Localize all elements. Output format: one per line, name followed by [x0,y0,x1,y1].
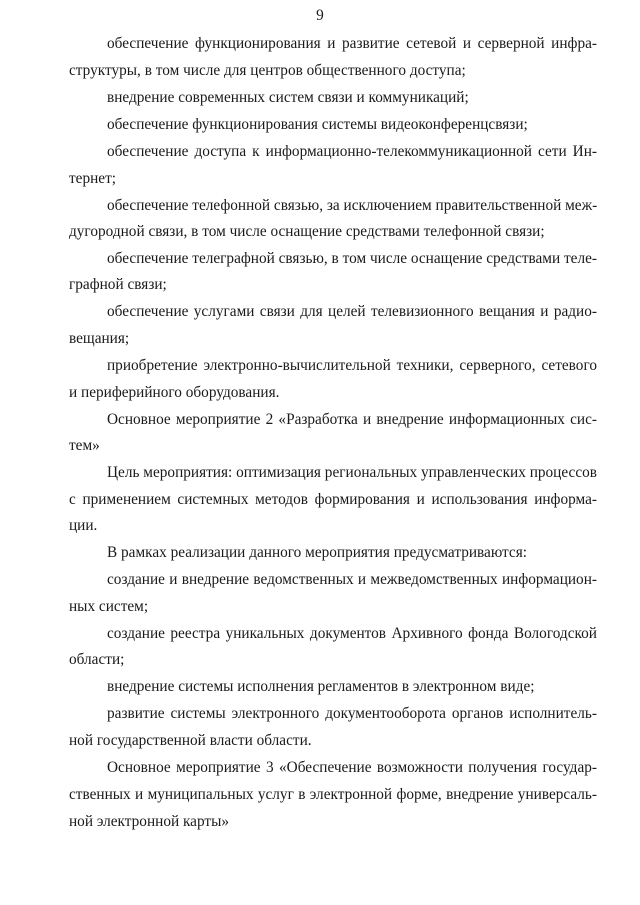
text-line: области; [69,651,125,668]
text-line: развитие системы электронного документооборота органов исполнитель- [107,705,597,722]
text-line: Основное мероприятие 3 «Обеспечение возможности получения государ- [107,759,597,776]
text-line: обеспечение телеграфной связью, в том числе оснащение средствами теле- [107,250,597,267]
text-line: ции. [69,517,98,534]
text-line: дугородной связи, в том числе оснащение средствами телефонной связи; [69,223,545,240]
text-line: ственных и муниципальных услуг в электронной форме, внедрение универсаль- [69,786,597,803]
text-line: обеспечение услугами связи для целей телевизионного вещания и радио- [107,303,597,320]
text-line: обеспечение функционирования системы видеоконференцсвязи; [107,116,528,133]
text-line: ных систем; [69,598,149,615]
text-line: обеспечение доступа к информационно-телекоммуникационной сети Ин- [107,143,597,160]
text-line: тернет; [69,170,117,187]
text-line: внедрение системы исполнения регламентов в электронном виде; [107,678,535,695]
text-line: создание реестра уникальных документов Архивного фонда Вологодской [107,625,597,642]
text-line: создание и внедрение ведомственных и межведомственных информацион- [107,571,597,588]
page-number: 9 [316,7,324,24]
text-line: внедрение современных систем связи и коммуникаций; [107,89,469,106]
text-line: и периферийного оборудования. [69,384,280,401]
text-line: структуры, в том числе для центров общественного доступа; [69,62,466,79]
text-line: приобретение электронно-вычислительной техники, серверного, сетевого [107,357,597,374]
text-line: графной связи; [69,276,167,293]
text-line: В рамках реализации данного мероприятия предусматриваются: [107,544,528,561]
text-line: ной электронной карты» [69,813,230,830]
text-line: обеспечение функционирования и развитие сетевой и серверной инфра- [107,35,597,52]
text-line: вещания; [69,330,130,347]
text-line: Цель мероприятия: оптимизация региональных управленческих процессов [107,464,597,481]
text-line: обеспечение телефонной связью, за исключением правительственной меж- [107,197,598,214]
text-line: тем» [69,437,100,454]
text-line: с применением системных методов формирования и использования информа- [69,491,597,508]
text-line: Основное мероприятие 2 «Разработка и внедрение информационных сис- [107,411,597,428]
text-line: ной государственной власти области. [69,732,312,749]
